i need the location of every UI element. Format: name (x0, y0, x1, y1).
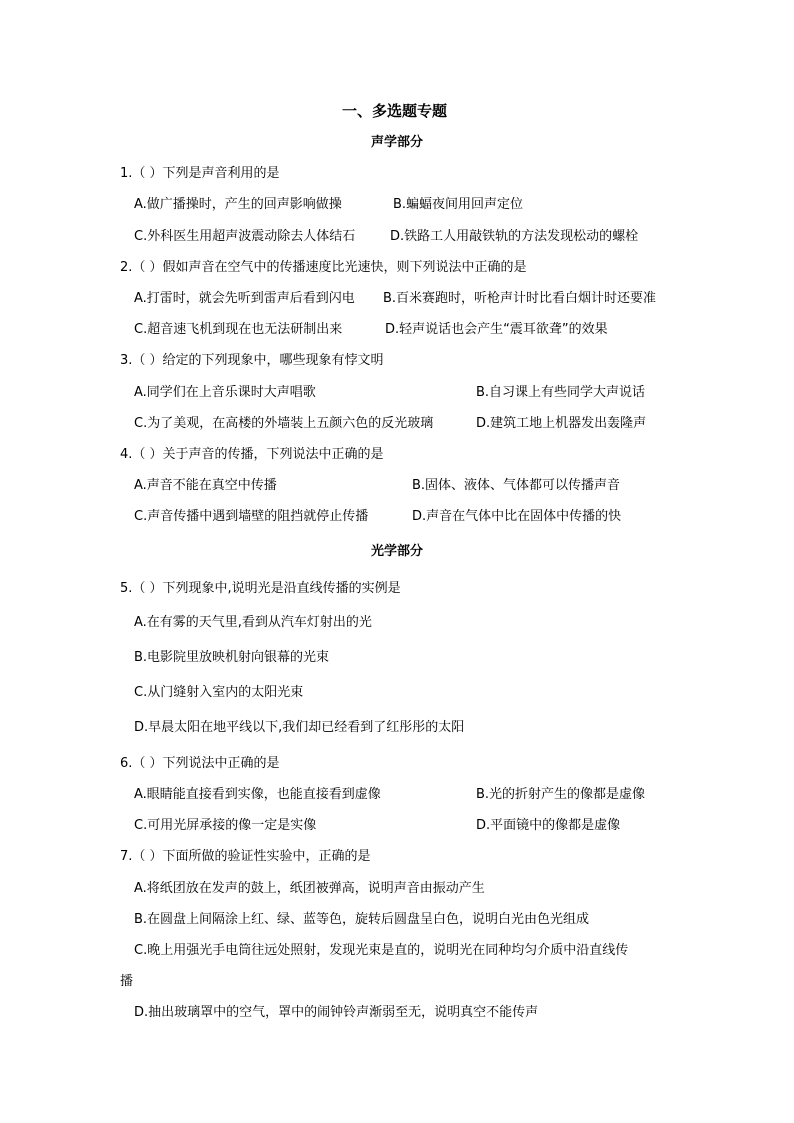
option-b: B.蝙蝠夜间用回声定位 (393, 197, 524, 212)
page-title: 一、多选题专题 (342, 102, 448, 120)
section-heading-optics: 光学部分 (371, 544, 424, 559)
option-d: D.轻声说话也会产生“震耳欲聋”的效果 (385, 322, 608, 337)
option-a: A.将纸团放在发声的鼓上，纸团被弹高，说明声音由振动产生 (134, 881, 485, 896)
option-b: B.在圆盘上间隔涂上红、绿、蓝等色，旋转后圆盘呈白色，说明白光由色光组成 (134, 912, 590, 927)
option-c: C.从门缝射入室内的太阳光束 (134, 685, 304, 700)
option-c: C.可用光屏承接的像一定是实像 (134, 818, 317, 833)
option-c: C.外科医生用超声波震动除去人体结石 (134, 229, 356, 244)
question-stem: 1.（ ）下列是声音利用的是 (120, 166, 280, 181)
option-b: B.电影院里放映机射向银幕的光束 (134, 650, 330, 665)
option-d: D.早晨太阳在地平线以下,我们却已经看到了红彤彤的太阳 (134, 720, 465, 735)
option-c-continuation: 播 (120, 974, 134, 989)
option-b: B.光的折射产生的像都是虚像 (476, 787, 646, 802)
question-stem: 6.（ ）下列说法中正确的是 (120, 756, 280, 771)
option-a: A.做广播操时，产生的回声影响做操 (134, 197, 342, 212)
option-d: D.声音在气体中比在固体中传播的快 (412, 509, 622, 524)
option-b: B.百米赛跑时，听枪声计时比看白烟计时还要准 (383, 291, 657, 306)
option-c: C.晚上用强光手电筒往远处照射，发现光束是直的，说明光在同种均匀介质中沿直线传 (134, 943, 629, 958)
question-stem: 4.（ ）关于声音的传播，下列说法中正确的是 (120, 447, 384, 462)
option-c: C.超音速飞机到现在也无法研制出来 (134, 322, 343, 337)
option-a: A.眼睛能直接看到实像，也能直接看到虚像 (134, 787, 381, 802)
option-d: D.平面镜中的像都是虚像 (476, 818, 621, 833)
option-c: C.声音传播中遇到墙壁的阻挡就停止传播 (134, 509, 369, 524)
question-stem: 2.（ ）假如声音在空气中的传播速度比光速快，则下列说法中正确的是 (120, 260, 527, 275)
question-stem: 7.（ ）下面所做的验证性实验中，正确的是 (120, 849, 371, 864)
option-b: B.自习课上有些同学大声说话 (476, 385, 646, 400)
question-stem: 5.（ ）下列现象中,说明光是沿直线传播的实例是 (120, 581, 401, 596)
question-stem: 3.（ ）给定的下列现象中，哪些现象有悖文明 (120, 353, 384, 368)
option-b: B.固体、液体、气体都可以传播声音 (412, 478, 621, 493)
option-a: A.声音不能在真空中传播 (134, 478, 277, 493)
option-c: C.为了美观，在高楼的外墙装上五颜六色的反光玻璃 (134, 416, 434, 431)
option-d: D.铁路工人用敲铁轨的方法发现松动的螺栓 (390, 229, 639, 244)
section-heading-acoustics: 声学部分 (371, 135, 424, 150)
option-a: A.同学们在上音乐课时大声唱歌 (134, 385, 316, 400)
option-a: A.在有雾的天气里,看到从汽车灯射出的光 (134, 615, 372, 630)
option-d: D.建筑工地上机器发出轰隆声 (476, 416, 647, 431)
option-d: D.抽出玻璃罩中的空气，罩中的闹钟铃声渐弱至无，说明真空不能传声 (134, 1005, 539, 1020)
option-a: A.打雷时，就会先听到雷声后看到闪电 (134, 291, 355, 306)
